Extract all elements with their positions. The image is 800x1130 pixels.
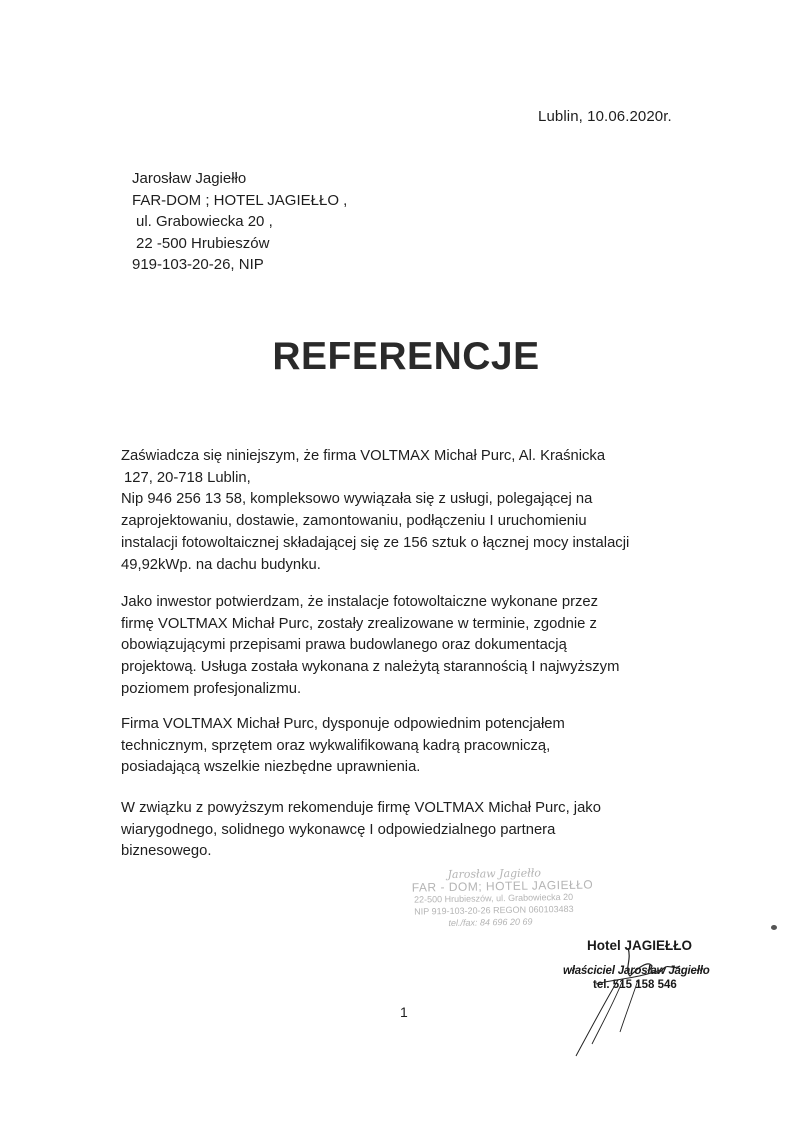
stamp-name: Jarosław Jagiełło [447, 866, 542, 882]
paragraph-line: obowiązującymi przepisami prawa budowlanego oraz dokumentacją [121, 637, 567, 654]
stamp-ids: NIP 919-103-20-26 REGON 060103483 [414, 903, 574, 917]
document-title: REFERENCJE [272, 335, 540, 378]
paragraph-line: technicznym, sprzętem oraz wykwalifikowaną kadrą pracowniczą, [121, 737, 551, 754]
paragraph-line: instalacji fotowoltaicznej składającej się ze 156 sztuk o łącznej mocy instalacji [121, 534, 630, 551]
page-number: 1 [400, 1004, 408, 1020]
paragraph-line: W związku z powyższym rekomenduje firmę VOLTMAX Michał Purc, jako [121, 800, 601, 816]
company-stamp [407, 866, 608, 929]
paragraph-line: posiadającą wszelkie niezbędne uprawnienia. [121, 759, 421, 776]
paragraph-line: poziomem profesjonalizmu. [121, 680, 302, 697]
paragraph-line: projektową. Usługa została wykonana z należytą starannością I najwyższym [121, 659, 620, 676]
paragraph-investor-confirmation [121, 592, 681, 701]
signature-stamp-hotel: Hotel JAGIEŁŁO [587, 938, 693, 953]
signature-stamp-tel: tel. 515 158 546 [593, 979, 677, 991]
stamp-address: 22-500 Hrubieszów, ul. Grabowiecka 20 [413, 891, 574, 905]
sender-address-block [132, 168, 347, 276]
stamp-company: FAR - DOM; HOTEL JAGIEŁŁO [411, 877, 594, 895]
paragraph-certification [121, 446, 681, 576]
sender-postal: 22 -500 Hrubieszów [136, 234, 270, 252]
stamp-tel: tel./fax: 84 696 20 69 [448, 916, 533, 929]
sender-street: ul. Grabowiecka 20 , [136, 213, 273, 230]
handwritten-signature [540, 940, 720, 1060]
document-date: Lublin, 10.06.2020r. [538, 108, 672, 125]
paragraph-line: 127, 20-718 Lublin, [124, 469, 251, 486]
paragraph-line: Zaświadcza się niniejszym, że firma VOLTMAX Michał Purc, Al. Kraśnicka [121, 448, 606, 464]
paragraph-company-capability [121, 714, 681, 779]
sender-company: FAR-DOM ; HOTEL JAGIEŁŁO , [132, 191, 348, 209]
scan-speck [771, 925, 777, 930]
paragraph-line: biznesowego. [121, 843, 212, 860]
sender-nip: 919-103-20-26, NIP [132, 256, 264, 273]
signature-stamp-owner: właściciel Jarosław Jagiełło [563, 965, 710, 977]
paragraph-line: Nip 946 256 13 58, kompleksowo wywiązała się z usługi, polegającej na [121, 491, 593, 508]
paragraph-line: Jako inwestor potwierdzam, że instalacje fotowoltaiczne wykonane przez [121, 594, 599, 610]
paragraph-line: firmę VOLTMAX Michał Purc, zostały zrealizowane w terminie, zgodnie z [121, 615, 597, 632]
paragraph-recommendation [121, 798, 681, 863]
sender-name: Jarosław Jagiełło [132, 170, 247, 187]
paragraph-line: 49,92kWp. na dachu budynku. [121, 556, 321, 573]
paragraph-line: zaprojektowaniu, dostawie, zamontowaniu, podłączeniu I uruchomieniu [121, 513, 587, 530]
paragraph-line: Firma VOLTMAX Michał Purc, dysponuje odpowiednim potencjałem [121, 716, 565, 732]
paragraph-line: wiarygodnego, solidnego wykonawcę I odpowiedzialnego partnera [121, 821, 556, 838]
